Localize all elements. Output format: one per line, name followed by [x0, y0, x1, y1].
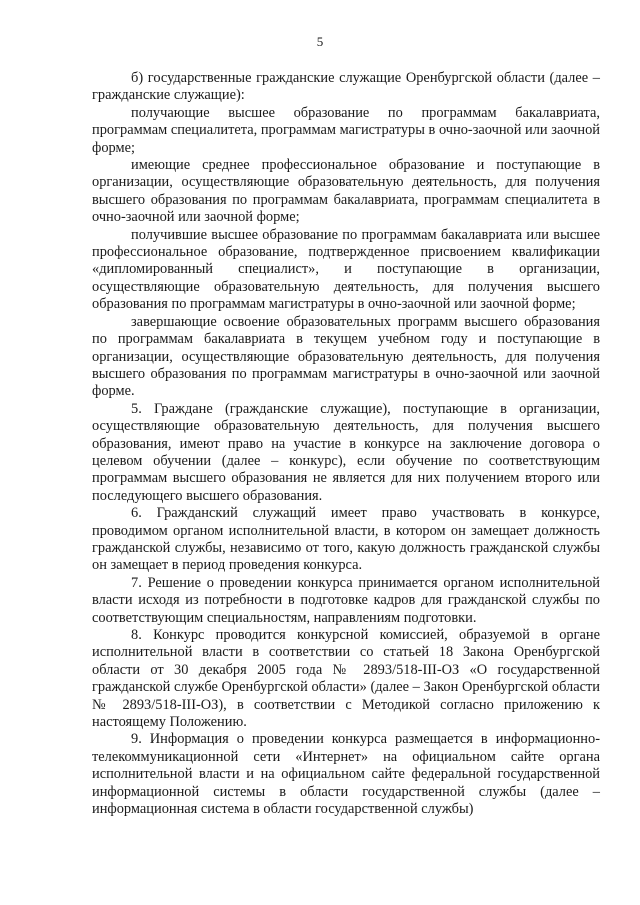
paragraph-completing-bachelor: завершающие освоение образовательных программ высшего образования по программам бакалавриата в текущем учебном году и поступающие в организации, осуществляющие образовательную деятельность, для получения высшего образования по программам магистратуры в очно-заочной или заочной форме. — [92, 313, 600, 400]
paragraph-secondary-vocational: имеющие среднее профессиональное образование и поступающие в организации, осуществляющие образовательную деятельность, для получения высшего образования по программам бакалавриата, программам специалитета в очно-заочной или заочной форме; — [92, 157, 600, 226]
paragraph-bachelor-graduates: получившие высшее образование по программам бакалавриата или высшее профессиональное образование, подтвержденное присвоением квалификации «дипломированный специалист», и поступающие в организации, осуществляющие образовательную деятельность, для получения высшего образования по программам магистратуры в очно-заочной или заочной форме; — [92, 226, 600, 313]
paragraph-clause-7: 7. Решение о проведении конкурса принимается органом исполнительной власти исходя из потребности в подготовке кадров для гражданской службы по соответствующим специальностям, направлениям подготовки. — [92, 574, 600, 626]
paragraph-clause-9: 9. Информация о проведении конкурса размещается в информационно-телекоммуникационной сети «Интернет» на официальном сайте органа исполнительной власти и на официальном сайте федеральной государственной информационной системы в области государственной службы (далее – информационная система в области государственной службы) — [92, 731, 600, 818]
paragraph-civil-servants-intro: б) государственные гражданские служащие Оренбургской области (далее – гражданские служащие): — [92, 70, 600, 104]
paragraph-clause-5: 5. Граждане (гражданские служащие), поступающие в организации, осуществляющие образовательную деятельность, для получения высшего образования, имеют право на участие в конкурсе на заключение договора о целевом обучении (далее – конкурс), если обучение по соответствующим программам высшего образования не является для них получением второго или последующего высшего образования. — [92, 400, 600, 504]
paragraph-clause-8: 8. Конкурс проводится конкурсной комиссией, образуемой в органе исполнительной власти в соответствии со статьей 18 Закона Оренбургской области от 30 декабря 2005 года № 2893/518-III-ОЗ «О государственной гражданской службе Оренбургской области» (далее – Закон Оренбургской области № 2893/518-III-ОЗ), в соответствии с Методикой согласно приложению к настоящему Положению. — [92, 627, 600, 731]
paragraph-clause-6: 6. Гражданский служащий имеет право участвовать в конкурсе, проводимом органом исполнительной власти, в котором он замещает должность гражданской службы, независимо от того, какую должность гражданской службы он замещает в период проведения конкурса. — [92, 505, 600, 574]
paragraph-receiving-higher-education: получающие высшее образование по программам бакалавриата, программам специалитета, программам магистратуры в очно-заочной или заочной форме; — [92, 104, 600, 156]
document-body — [92, 70, 600, 818]
page-number: 5 — [316, 34, 324, 49]
